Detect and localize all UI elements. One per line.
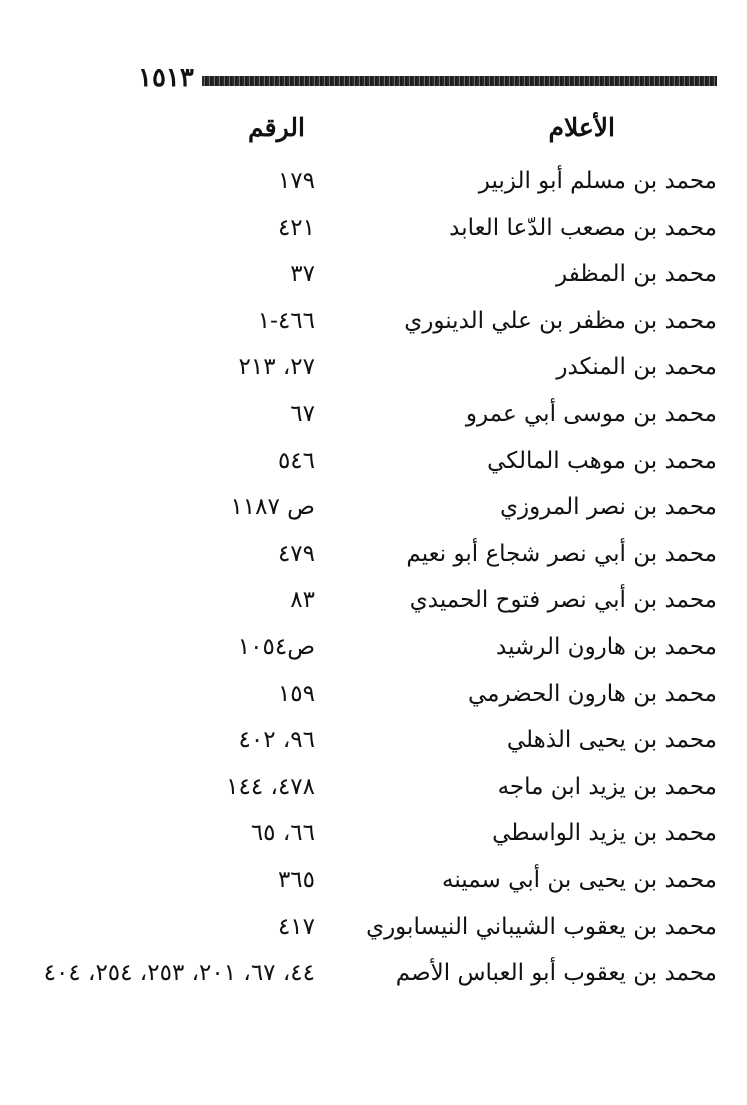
entry-name: محمد بن أبي نصر شجاع أبو نعيم [406,540,717,567]
index-entry [0,444,747,491]
entry-name: محمد بن موهب المالكي [487,447,717,474]
index-entry [0,164,747,211]
index-entry [0,630,747,677]
index-entry [0,350,747,397]
entry-reference: ٨٣ [290,587,315,614]
entry-reference: ٣٧ [290,261,315,288]
entry-name: محمد بن يحيى الذهلي [506,727,717,754]
index-entry [0,863,747,910]
entry-name: محمد بن يعقوب الشيباني النيسابوري [366,913,717,940]
index-entry [0,490,747,537]
index-entry [0,723,747,770]
entry-reference: ٤٤، ٦٧، ٢٠١، ٢٥٣، ٢٥٤، ٤٠٤ [43,960,315,987]
index-entry [0,677,747,724]
names-column-header: الأعلام [548,113,615,142]
entry-name: محمد بن موسى أبي عمرو [465,400,717,427]
entry-reference: ٤١٧ [277,913,315,940]
entry-reference: ٦٧ [290,400,315,427]
entry-name: محمد بن مظفر بن علي الدينوري [404,307,717,334]
entry-name: محمد بن هارون الحضرمي [468,680,717,707]
entry-reference: ٤٧٨، ١٤٤ [226,773,315,800]
numbers-column-header: الرقم [248,113,305,142]
entry-name: محمد بن مسلم أبو الزبير [478,168,717,194]
entry-name: محمد بن المظفر [556,261,717,288]
index-entry [0,956,747,1003]
index-entry [0,770,747,817]
entry-reference: ص ١١٨٧ [230,494,315,521]
column-headers [0,113,747,149]
entry-name: محمد بن نصر المروزي [499,494,717,521]
entry-name: محمد بن يعقوب أبو العباس الأصم [395,960,717,987]
entry-reference: ٦٦، ٦٥ [250,820,315,847]
index-entry [0,257,747,304]
entry-name: محمد بن يحيى بن أبي سمينه [441,866,717,893]
index-entry [0,397,747,444]
entry-name: محمد بن مصعب الدّعا العابد [449,214,717,241]
entry-reference: ٤٦٦-١ [257,307,315,334]
entry-reference: ٢٧، ٢١٣ [238,354,315,381]
index-entry [0,537,747,584]
entry-reference: ٤٧٩ [277,540,315,567]
index-entry [0,910,747,957]
index-entry [0,211,747,258]
entry-name: محمد بن يزيد ابن ماجه [497,773,717,800]
entry-reference: ٤٢١ [277,214,315,241]
header-rule [202,76,717,86]
index-entry [0,583,747,630]
entry-reference: ٥٤٦ [277,447,315,474]
index-entry [0,816,747,863]
entry-reference: ١٧٩ [277,168,315,194]
entry-reference: ص١٠٥٤ [237,633,315,660]
entry-reference: ٩٦، ٤٠٢ [238,727,315,754]
entry-reference: ١٥٩ [277,680,315,707]
entry-name: محمد بن يزيد الواسطي [492,820,717,847]
entry-name: محمد بن المنكدر [556,354,717,381]
entry-reference: ٣٦٥ [277,866,315,893]
index-entry [0,304,747,351]
entry-name: محمد بن أبي نصر فتوح الحميدي [409,587,717,614]
entry-name: محمد بن هارون الرشيد [496,633,717,660]
page-number: ١٥١٣ [138,63,194,93]
index-entries [0,164,747,1003]
